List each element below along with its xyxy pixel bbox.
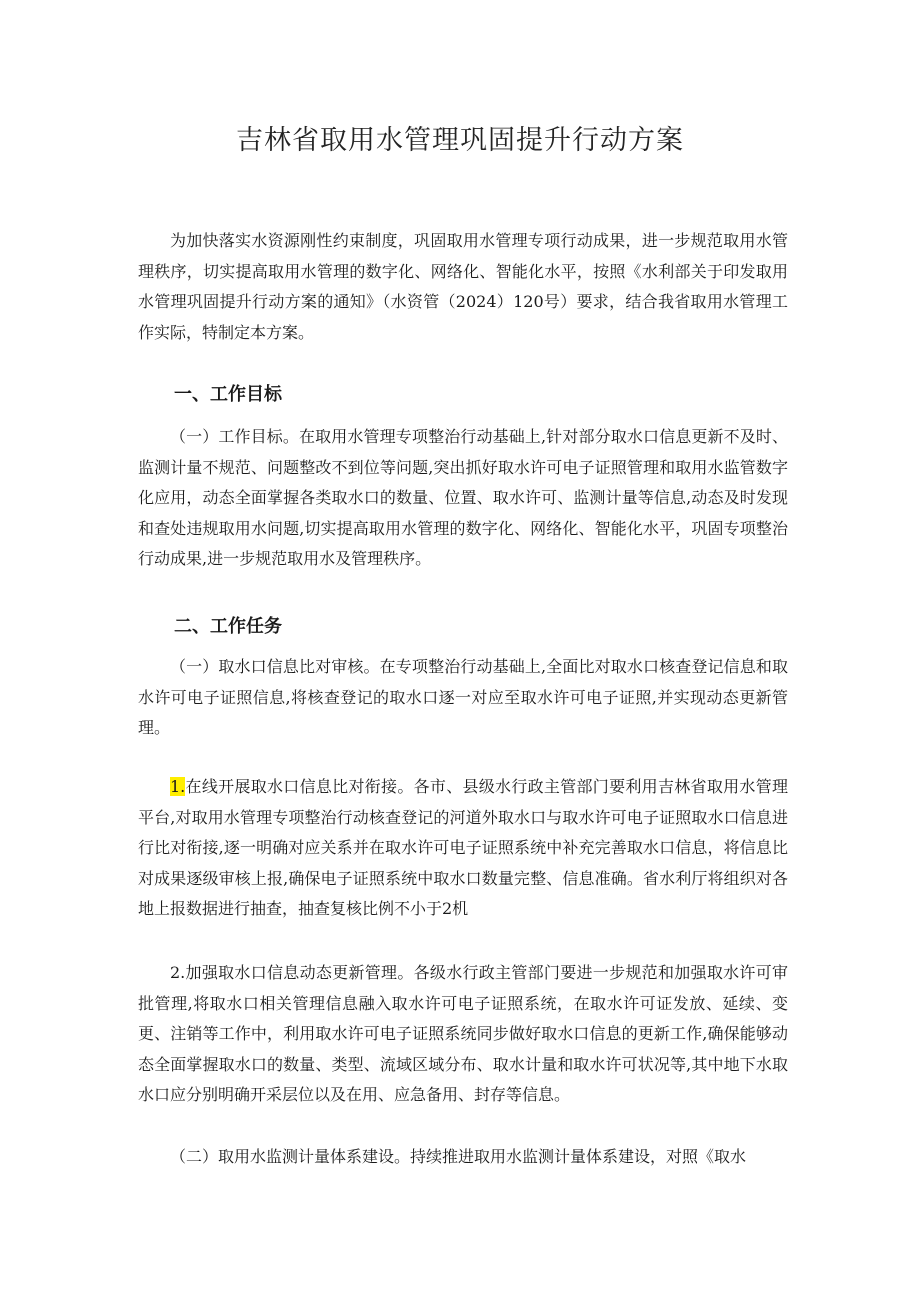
- task-1-item-1: [138, 772, 788, 925]
- goals-paragraph: （一）工作目标。在取用水管理专项整治行动基础上,针对部分取水口信息更新不及时、监测计量不规范、问题整改不到位等问题,突出抓好取水许可电子证照管理和取用水监管数字化应用，动态全面掌握各类取水口的数量、位置、取水许可、监测计量等信息,动态及时发现和查处违规取用水问题,切实提高取用水管理的数字化、网络化、智能化水平，巩固专项整治行动成果,进一步规范取用水及管理秩序。: [138, 427, 788, 568]
- section-heading-tasks: 二、工作任务: [174, 616, 282, 637]
- intro-paragraph: 为加快落实水资源刚性约束制度，巩固取用水管理专项行动成果，进一步规范取用水管理秩序，切实提高取用水管理的数字化、网络化、智能化水平，按照《水利部关于印发取用水管理巩固提升行动方案的通知》（水资管（2024）120号）要求，结合我省取用水管理工作实际，特制定本方案。: [138, 231, 788, 342]
- item-1-text: 在线开展取水口信息比对衔接。各市、县级水行政主管部门要利用吉林省取用水管理平台,对取用水管理专项整治行动核查登记的河道外取水口与取水许可电子证照取水口信息进行比对衔接,逐一明确对应关系并在取水许可电子证照系统中补充完善取水口信息，将信息比对成果逐级审核上报,确保电子证照系统中取水口数量完整、信息准确。省水利厅将组织对各地上报数据进行抽查，抽查复核比例不小于2机: [138, 777, 788, 918]
- task-1-item-2: 2.加强取水口信息动态更新管理。各级水行政主管部门要进一步规范和加强取水许可审批管理,将取水口相关管理信息融入取水许可电子证照系统，在取水许可证发放、延续、变更、注销等工作中，利用取水许可电子证照系统同步做好取水口信息的更新工作,确保能够动态全面掌握取水口的数量、类型、流域区域分布、取水计量和取水许可状况等,其中地下水取水口应分别明确开采层位以及在用、应急备用、封存等信息。: [138, 963, 788, 1104]
- task-2-paragraph: （二）取用水监测计量体系建设。持续推进取用水监测计量体系建设，对照《取水: [170, 1147, 747, 1166]
- task-1-paragraph: （一）取水口信息比对审核。在专项整治行动基础上,全面比对取水口核查登记信息和取水许可电子证照信息,将核查登记的取水口逐一对应至取水许可电子证照,并实现动态更新管理。: [138, 657, 788, 737]
- document-title: 吉林省取用水管理巩固提升行动方案: [236, 125, 684, 156]
- section-heading-goals: 一、工作目标: [174, 384, 282, 405]
- highlighted-item-number: 1.: [170, 777, 186, 796]
